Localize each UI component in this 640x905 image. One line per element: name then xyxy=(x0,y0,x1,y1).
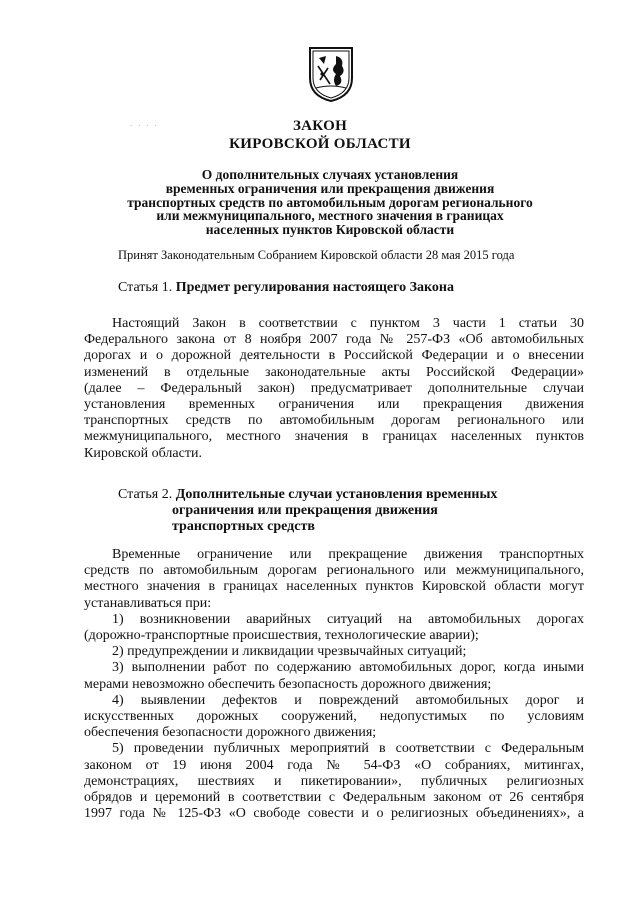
article-1-heading xyxy=(118,280,454,296)
article-name: Предмет регулирования настоящего Закона xyxy=(175,280,454,295)
law-subtitle xyxy=(100,168,560,237)
text-line: демонстрациях, шествиях и пикетировании», публичных религиозных xyxy=(84,773,584,789)
subtitle-line: или межмуниципального, местного значения в границах xyxy=(156,208,504,224)
text-line: Настоящий Закон в соответствии с пунктом 3 части 1 статьи 30 xyxy=(112,316,584,331)
article-1-text xyxy=(84,316,584,462)
list-item xyxy=(84,741,584,822)
text-line: 3) выполнении работ по содержанию автомобильных дорог, когда иными xyxy=(112,660,584,676)
text-line: искусственных дорожных сооружений, недопустимых по условиям xyxy=(84,709,584,725)
article-name: Дополнительные случаи установления временных xyxy=(175,487,498,502)
list-item xyxy=(84,693,584,742)
list-item xyxy=(84,612,584,644)
text-line: мерами невозможно обеспечить безопасность дорожного движения; xyxy=(84,676,492,692)
text-line: (дорожно-транспортные происшествия, технологические аварии); xyxy=(84,628,479,644)
text-line: Временные ограничение или прекращение движения транспортных xyxy=(112,547,584,562)
text-line: 1) возникновении аварийных ситуаций на автомобильных дорогах xyxy=(112,611,584,627)
text-line: 2) предупреждении и ликвидации чрезвычайных ситуаций; xyxy=(112,644,467,660)
article-2-heading xyxy=(118,487,497,503)
text-line: обеспечения безопасности дорожного движения; xyxy=(84,725,377,741)
article-name-continued: ограничения или прекращения движения xyxy=(172,503,438,518)
text-line: установления временных ограничения или прекращения движения xyxy=(84,397,584,413)
text-line: 4) выявлении дефектов и повреждений автомобильных дорог и xyxy=(112,692,584,708)
article-name-continued: транспортных средств xyxy=(172,519,315,534)
document-title: ЗАКОН xyxy=(292,118,348,134)
text-line: 5) проведении публичных мероприятий в соответствии с Федеральным xyxy=(112,741,584,757)
text-line: (далее – Федеральный закон) предусматривает дополнительные случаи xyxy=(84,380,584,396)
subtitle-line: временных ограничения или прекращения движения xyxy=(165,180,495,196)
text-line: дорогах и о дорожной деятельности в Российской Федерации и о внесении xyxy=(84,348,584,364)
text-line: межмуниципального, местного значения в границах населенных пунктов xyxy=(84,429,584,445)
document-region: КИРОВСКОЙ ОБЛАСТИ xyxy=(229,136,411,152)
text-line: 1997 года № 125-ФЗ «О свободе совести и о религиозных объединениях», а xyxy=(84,806,584,822)
subtitle-line: транспортных средств по автомобильным дорогам регионального xyxy=(127,194,533,210)
subtitle-line: населенных пунктов Кировской области xyxy=(205,222,455,238)
article-2-text xyxy=(84,547,584,822)
article-number: Статья 2. xyxy=(118,487,173,502)
list-item xyxy=(84,660,584,692)
subtitle-line: О дополнительных случаях установления xyxy=(201,167,459,182)
list-item xyxy=(84,644,584,660)
text-line: устанавливаться при: xyxy=(84,595,212,611)
text-line: обрядов и церемоний в соответствии с Федеральным законом от 26 сентября xyxy=(84,790,584,806)
text-line: Кировской области. xyxy=(84,445,202,461)
text-line: местного значения в границах населенных пунктов Кировской области могут xyxy=(84,579,584,595)
text-line: изменений в отдельные законодательные акты Российской Федерации» xyxy=(84,364,584,380)
article-number: Статья 1. xyxy=(118,280,173,295)
scan-noise: · · · · xyxy=(130,122,159,130)
text-line: транспортных средств по автомобильным дорогам регионального или xyxy=(84,413,584,429)
text-line: Федерального закона от 8 ноября 2007 года № 257-ФЗ «Об автомобильных xyxy=(84,332,584,348)
text-line: законом от 19 июня 2004 года № 54-ФЗ «О собраниях, митингах, xyxy=(84,757,584,773)
adoption-note: Принят Законодательным Собранием Кировской области 28 мая 2015 года xyxy=(118,248,515,262)
kirov-oblast-coat-of-arms-icon xyxy=(306,44,356,104)
text-line: средств по автомобильным дорогам регионального или межмуниципального, xyxy=(84,563,584,579)
